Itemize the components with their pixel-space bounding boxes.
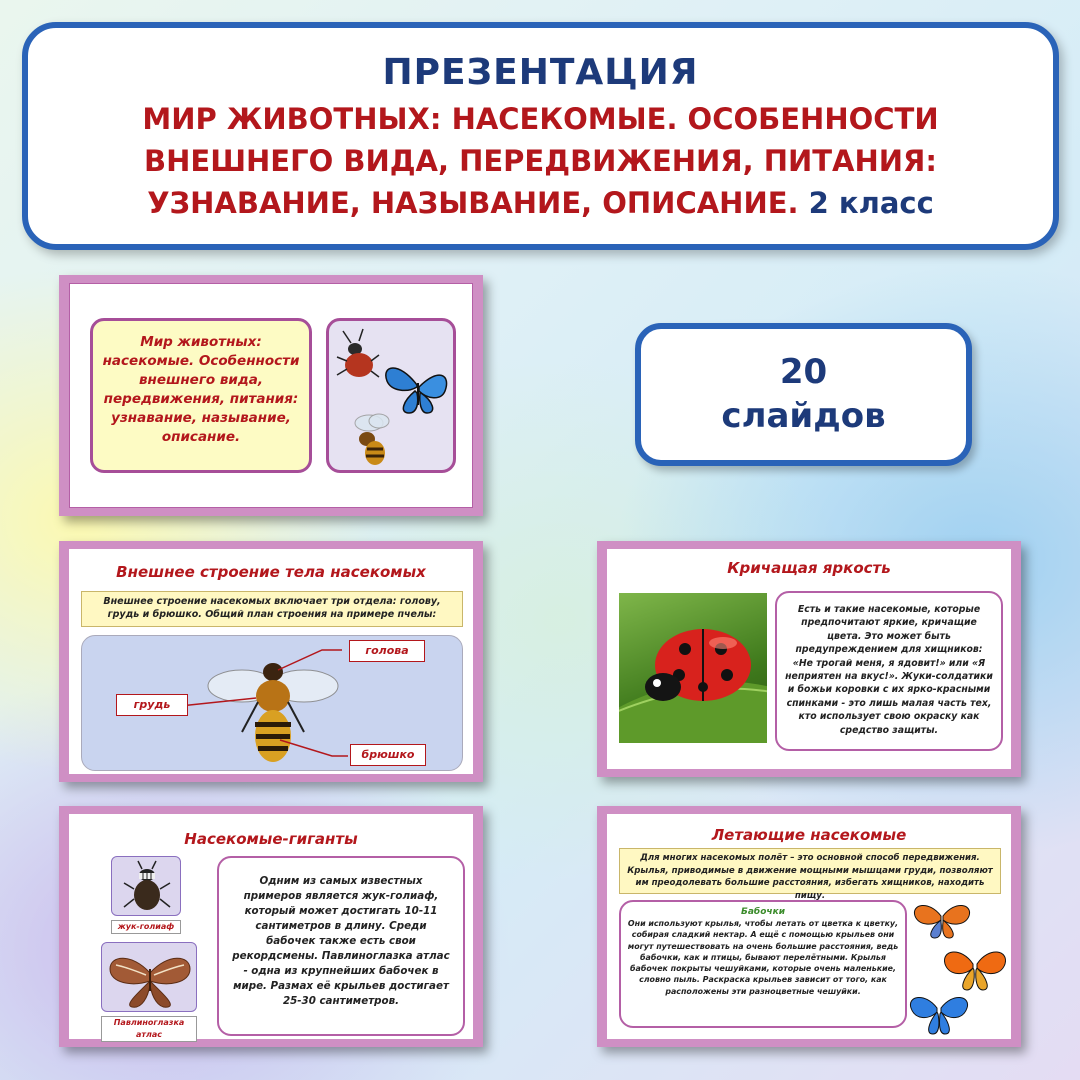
slide-4-thumbnail[interactable] bbox=[59, 806, 483, 1047]
caption-atlas: Павлиноглазка атлас bbox=[101, 1016, 197, 1042]
blue-butterfly-icon bbox=[910, 997, 967, 1034]
goliath-beetle-photo bbox=[111, 856, 181, 916]
slide-4-title: Насекомые-гиганты bbox=[184, 830, 358, 848]
header-title: ПРЕЗЕНТАЦИЯ bbox=[382, 52, 699, 93]
slide-5-intro: Для многих насекомых полёт – это основной способ передвижения. Крылья, приводимые в движение мощными мышцами груди, позволяют им преодолевать большие расстояния, избегать хищников, находить пищу. bbox=[619, 848, 1001, 894]
slide-4-text: Одним из самых известных примеров является жук-голиаф, который может достигать 10-11 сантиметров в длину. Среди бабочек также есть свои рекордсмены. Павлиноглазка атлас - одна из крупнейших бабочек в мире. Размах её крыльев достигает 25-30 сантиметров. bbox=[232, 875, 450, 1007]
slide-5-text: Они используют крылья, чтобы летать от цветка к цветку, собирая сладкий нектар. А ещё с помощью крыльев они могут путешествовать на очень большие расстояния, ведь бабочки, как и птицы, бывают перелётными. Крылья бабочек покрыты чешуйками, которые очень маленькие, словно пыль. Раскраска крыльев зависит от того, как расположены эти разноцветные чешуйки. bbox=[627, 919, 899, 996]
bee-icon bbox=[355, 414, 389, 465]
slide-2-thumbnail[interactable] bbox=[59, 541, 483, 782]
caption-goliath: жук-голиаф bbox=[111, 920, 181, 934]
header-subtitle bbox=[28, 98, 1053, 224]
slide-count-number: 20 bbox=[779, 352, 828, 392]
atlas-moth-photo bbox=[101, 942, 197, 1012]
orange-butterfly-icon bbox=[914, 905, 969, 938]
slide-3-text-box bbox=[775, 591, 1003, 751]
ladybug-photo bbox=[619, 593, 767, 743]
slide-1-thumbnail[interactable] bbox=[59, 275, 483, 516]
monarch-butterfly-icon bbox=[944, 952, 1005, 990]
slide-5-text-box bbox=[619, 900, 907, 1028]
slide-3-text: Есть и такие насекомые, которые предпочитают яркие, кричащие цвета. Это может быть предупреждением для хищников: «Не трогай меня, я ядовит!» или «Я неприятен на вкус!». Жуки-солдатики и божьи коровки с их ярко-красными спинками - это лишь малая часть тех, кто использует свою окраску как средство защиты. bbox=[785, 604, 993, 736]
blue-butterfly-icon bbox=[386, 368, 447, 413]
label-chest: грудь bbox=[116, 694, 188, 716]
slide-1-text: Мир животных: насекомые. Особенности внешнего вида, передвижения, питания: узнавание, называние, описание. bbox=[102, 334, 300, 445]
slide-5-title: Летающие насекомые bbox=[711, 826, 907, 844]
slide-count-label: слайдов bbox=[721, 396, 886, 436]
beetle-icon bbox=[337, 329, 379, 377]
atlas-moth-icon bbox=[102, 943, 198, 1013]
label-head: голова bbox=[349, 640, 425, 662]
slide-2-title: Внешнее строение тела насекомых bbox=[116, 563, 426, 581]
slide-5-subtitle: Бабочки bbox=[741, 907, 785, 917]
slide-1-title-box bbox=[90, 318, 312, 473]
label-abdomen: брюшко bbox=[350, 744, 426, 766]
slide-1-image-box bbox=[326, 318, 456, 473]
slide-3-thumbnail[interactable] bbox=[597, 541, 1021, 777]
goliath-beetle-icon bbox=[112, 857, 182, 917]
slide-2-diagram bbox=[81, 635, 463, 771]
slide-count-box bbox=[635, 323, 972, 466]
presentation-header bbox=[22, 22, 1059, 250]
header-grade: 2 класс bbox=[808, 186, 934, 220]
slide-4-text-box bbox=[217, 856, 465, 1036]
ladybug-icon bbox=[619, 593, 767, 743]
slide-3-title: Кричащая яркость bbox=[727, 559, 891, 577]
slide-5-thumbnail[interactable] bbox=[597, 806, 1021, 1047]
header-topic: МИР ЖИВОТНЫХ: НАСЕКОМЫЕ. ОСОБЕННОСТИ ВНЕШНЕГО ВИДА, ПЕРЕДВИЖЕНИЯ, ПИТАНИЯ: УЗНАВАНИЕ, НАЗЫВАНИЕ, ОПИСАНИЕ. bbox=[142, 102, 939, 220]
insects-illustration bbox=[329, 321, 453, 470]
slide-2-intro: Внешнее строение насекомых включает три отдела: голову, грудь и брюшко. Общий план строения на примере пчелы: bbox=[81, 591, 463, 627]
butterflies-illustration bbox=[907, 898, 1011, 1038]
